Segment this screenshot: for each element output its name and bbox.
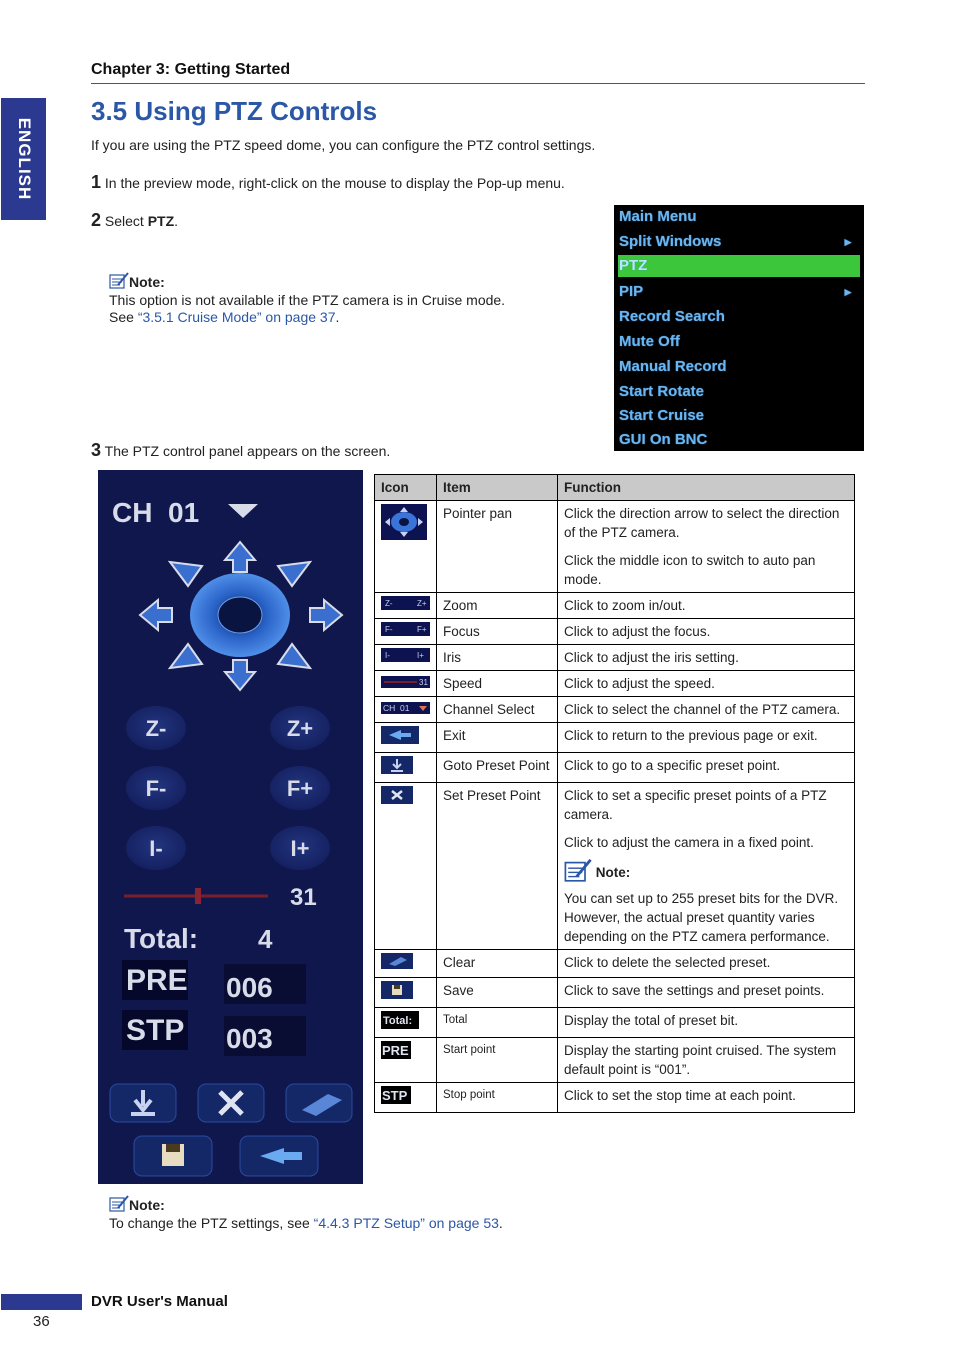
channel-label[interactable]: CH 01 [112,497,200,528]
note-line-prefix: See [109,309,138,325]
stp-icon [381,1086,411,1104]
step-3 [91,440,390,461]
step-number: 3 [91,440,102,460]
zoom-out-button[interactable] [126,706,186,750]
step-text: In the preview mode, right-click on the mouse to display the Pop-up menu. [104,175,565,191]
svg-text:I+: I+ [290,836,310,861]
note-line-2 [109,309,505,325]
table-row [375,1008,855,1038]
step-1 [91,172,565,193]
menu-item-mute-off[interactable]: Mute Off [619,333,680,350]
item-cell: Stop point [437,1083,558,1113]
clear-preset-button[interactable] [286,1084,352,1122]
chapter-rule [91,83,865,84]
zoom-icon [381,596,430,610]
table-row [375,593,855,619]
note-line-1: This option is not available if the PTZ camera is in Cruise mode. [109,292,506,308]
item-cell: Pointer pan [437,501,558,593]
goto-preset-button[interactable] [110,1084,176,1122]
language-side-tab [1,98,46,220]
menu-item-start-cruise[interactable]: Start Cruise [619,407,705,424]
table-row [375,753,855,783]
table-row [375,671,855,697]
menu-item-main-menu[interactable]: Main Menu [619,208,697,225]
note-icon [564,858,592,884]
side-tab-label: ENGLISH [14,117,34,201]
chapter-heading: Chapter 3: Getting Started [91,61,291,78]
speed-icon [381,676,430,688]
svg-text:CH 01: CH 01 [383,703,410,713]
item-cell: Exit [437,723,558,753]
function-cell: Click to go to a specific preset point. [558,753,855,783]
section-title: 3.5 Using PTZ Controls [91,96,378,126]
set-preset-icon [381,786,413,804]
item-cell: Zoom [437,593,558,619]
submenu-arrow-icon: ► [842,285,854,299]
menu-item-ptz[interactable]: PTZ [618,255,860,277]
page-number: 36 [33,1313,50,1330]
total-icon [381,1011,419,1029]
function-cell: Click to delete the selected preset. [558,950,855,978]
svg-text:Z+: Z+ [286,716,314,741]
stp-label: STP [126,1014,185,1047]
focus-minus-button[interactable] [126,766,186,810]
note-icon [109,272,129,290]
step-text-prefix: Select [104,213,148,229]
svg-text:Total:: Total: [383,1015,413,1027]
svg-text:Z-: Z- [145,716,167,741]
set-preset-button[interactable] [198,1084,264,1122]
svg-text:STP: STP [382,1088,408,1103]
table-row [375,619,855,645]
function-cell: Click to adjust the speed. [558,671,855,697]
focus-plus-button[interactable] [270,766,330,810]
note-label: Note: [129,274,165,290]
function-cell: Click the direction arrow to select the direction of the PTZ camera. Click the middle icon to switch to auto pan mode. [558,501,855,593]
svg-text:F-: F- [145,776,167,801]
table-row [375,950,855,978]
goto-preset-icon [381,756,413,774]
save-icon [381,981,413,999]
menu-item-start-rotate[interactable]: Start Rotate [619,383,705,400]
step-text-suffix: . [174,213,179,229]
note-2 [109,1195,503,1231]
iris-plus-button[interactable] [270,826,330,870]
pre-icon [381,1041,411,1059]
svg-text:31: 31 [419,678,428,687]
header-icon: Icon [375,475,437,501]
channel-select-icon [381,702,430,714]
item-cell: Speed [437,671,558,697]
step-text: The PTZ control panel appears on the screen. [104,443,391,459]
note-text: You can set up to 255 preset bits for the DVR. However, the actual preset quantity varies depending on the PTZ camera performance. [564,891,839,944]
note-line: To change the PTZ settings, see “4.4.3 PTZ Setup” on page 53. [109,1215,503,1231]
menu-item-record-search[interactable]: Record Search [619,308,725,325]
function-cell: Click to set the stop time at each point. [558,1083,855,1113]
function-cell: Display the starting point cruised. The system default point is “001”. [558,1038,855,1083]
table-row [375,723,855,753]
step-number: 1 [91,172,102,192]
function-cell: Click to select the channel of the PTZ camera. [558,697,855,723]
svg-text:I-: I- [385,651,390,660]
item-cell: Iris [437,645,558,671]
function-cell: Click to adjust the focus. [558,619,855,645]
note-label: Note: [595,865,631,880]
step-2 [91,210,178,231]
focus-icon [381,622,430,636]
table-row [375,501,855,593]
item-cell: Clear [437,950,558,978]
exit-icon [381,726,419,744]
pointer-pan-joystick[interactable] [140,542,342,690]
channel-dropdown-icon[interactable] [228,504,258,518]
svg-text:F+: F+ [417,625,427,634]
table-row [375,697,855,723]
popup-menu-screenshot [614,205,864,451]
item-cell: Total [437,1008,558,1038]
ptz-function-table [374,474,855,1113]
step-number: 2 [91,210,102,230]
note-line-suffix: . [335,309,340,325]
speed-slider[interactable] [124,888,268,904]
svg-text:I-: I- [149,836,163,861]
table-row [375,645,855,671]
total-label: Total: [124,923,199,954]
item-cell: Save [437,978,558,1008]
menu-item-pip[interactable]: PIP ► [618,281,860,303]
clear-icon [381,953,413,969]
menu-item-gui-on-bnc[interactable]: GUI On BNC [619,431,708,448]
item-cell: Set Preset Point [437,783,558,950]
item-cell: Start point [437,1038,558,1083]
iris-icon [381,648,430,662]
submenu-arrow-icon: ► [842,235,854,249]
svg-text:Z-: Z- [385,599,393,608]
cruise-mode-link[interactable]: “3.5.1 Cruise Mode” on page 37 [137,309,336,325]
zoom-in-button[interactable] [270,706,330,750]
step-text-bold: PTZ [147,213,175,229]
ptz-control-panel [98,470,363,1184]
total-value: 4 [258,924,273,954]
menu-item-split-windows[interactable]: Split Windows ► [618,231,860,253]
menu-item-manual-record[interactable]: Manual Record [619,358,727,375]
svg-text:F-: F- [385,625,393,634]
speed-value: 31 [290,884,317,911]
section-intro: If you are using the PTZ speed dome, you can configure the PTZ control settings. [91,137,596,153]
item-cell: Goto Preset Point [437,753,558,783]
function-cell: Display the total of preset bit. [558,1008,855,1038]
svg-text:I+: I+ [417,651,424,660]
footer-manual-title: DVR User's Manual [91,1293,228,1310]
function-cell: Click to set a specific preset points of a PTZ camera. Click to adjust the camera in a fixed point. Note: You can set up to 255 preset bits for the DVR. However, the actual preset quantity varies depending on the PTZ camera performance. [558,783,855,950]
footer-bar [1,1294,82,1310]
ptz-setup-link[interactable]: “4.4.3 PTZ Setup” on page 53 [313,1215,499,1231]
item-cell: Channel Select [437,697,558,723]
pre-label: PRE [126,964,188,997]
function-cell: Click to zoom in/out. [558,593,855,619]
pointer-pan-icon [381,504,427,540]
svg-text:F+: F+ [286,776,314,801]
table-row [375,1038,855,1083]
header-function: Function [558,475,855,501]
stp-value[interactable]: 003 [226,1023,273,1054]
pre-value[interactable]: 006 [226,972,273,1003]
function-cell: Click to adjust the iris setting. [558,645,855,671]
table-header-row [375,475,855,501]
table-row [375,1083,855,1113]
ptz-panel-graphics [98,470,363,1184]
iris-minus-button[interactable] [126,826,186,870]
function-cell: Click to return to the previous page or exit. [558,723,855,753]
svg-text:PRE: PRE [382,1043,409,1058]
table-row [375,783,855,950]
note-1 [109,272,505,325]
exit-button[interactable] [240,1136,318,1176]
item-cell: Focus [437,619,558,645]
function-cell: Click to save the settings and preset points. [558,978,855,1008]
header-item: Item [437,475,558,501]
save-button[interactable] [134,1136,212,1176]
svg-text:Z+: Z+ [417,599,427,608]
note-icon [109,1195,129,1213]
table-row [375,978,855,1008]
note-label: Note: [129,1197,165,1213]
